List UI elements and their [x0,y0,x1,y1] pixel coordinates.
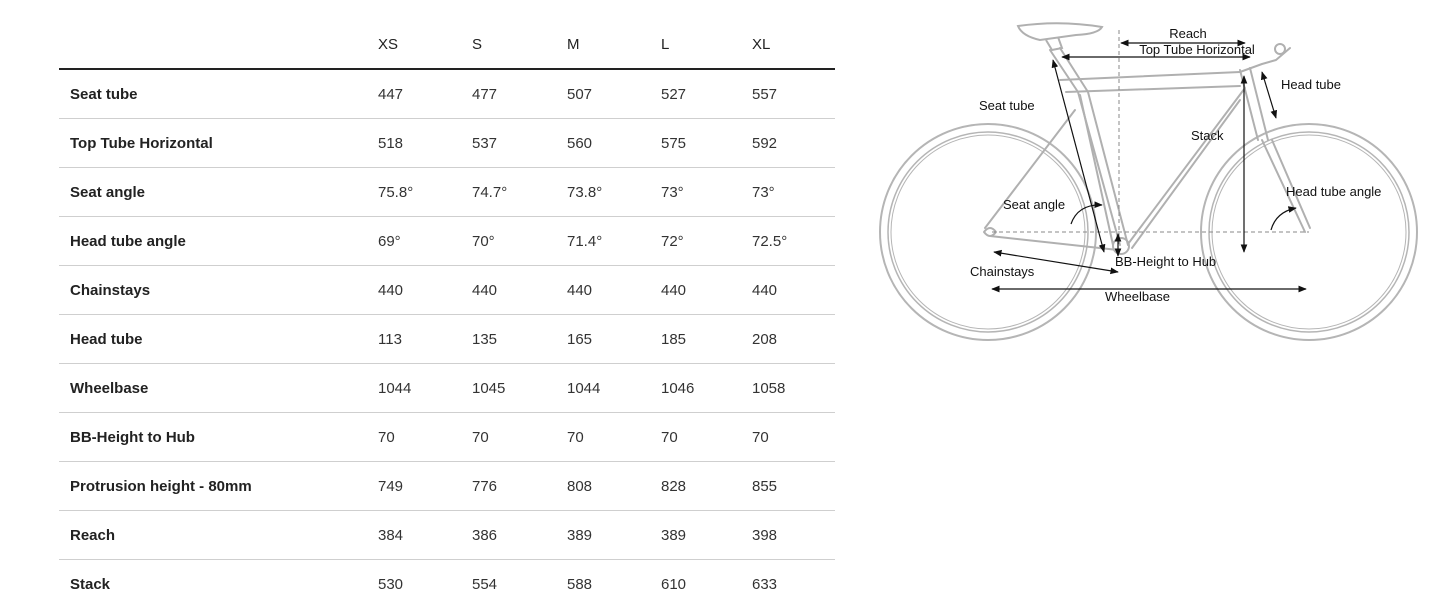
bike-frame-icon [984,44,1310,254]
cell-size-l: 73° [661,168,752,217]
cell-size-xs: 447 [378,69,472,119]
cell-size-l: 70 [661,413,752,462]
row-label: Seat tube [59,69,378,119]
cell-size-s: 74.7° [472,168,567,217]
cell-size-m: 70 [567,413,661,462]
cell-size-m: 73.8° [567,168,661,217]
row-label: Chainstays [59,266,378,315]
cell-size-s: 386 [472,511,567,560]
cell-size-xl: 1058 [752,364,835,413]
cell-size-xl: 208 [752,315,835,364]
cell-size-xs: 69° [378,217,472,266]
cell-size-m: 808 [567,462,661,511]
row-label: Head tube [59,315,378,364]
header-size-l: L [661,20,752,69]
table-row [59,560,835,609]
cell-size-l: 1046 [661,364,752,413]
header-size-m: M [567,20,661,69]
cell-size-l: 389 [661,511,752,560]
header-size-xl: XL [752,20,835,69]
cell-size-l: 440 [661,266,752,315]
cell-size-s: 440 [472,266,567,315]
table-row [59,217,835,266]
row-label: Reach [59,511,378,560]
table-row [59,266,835,315]
cell-size-l: 72° [661,217,752,266]
table-row [59,511,835,560]
label-seat-tube: Seat tube [979,98,1035,113]
cell-size-l: 610 [661,575,687,593]
measurement-arrows [992,43,1306,289]
label-bb-height: BB-Height to Hub [1115,254,1217,269]
table-row [59,119,835,168]
header-size-s: S [472,20,567,69]
cell-size-xs: 113 [378,315,472,364]
cell-size-xl: 70 [752,413,835,462]
cell-size-l: 575 [661,119,752,168]
cell-size-m: 165 [567,315,661,364]
head-tube-angle-arrow [1271,208,1296,230]
cell-size-xs: 749 [378,462,472,511]
cell-size-xs: 75.8° [378,168,472,217]
cell-size-xs: 518 [378,119,472,168]
cell-size-s: 70° [472,217,567,266]
table-row [59,69,835,119]
cell-size-xs: 1044 [378,364,472,413]
table-header-row [59,20,835,69]
cell-size-m: 389 [567,511,661,560]
cell-size-s: 1045 [472,364,567,413]
cell-size-xs: 384 [378,511,472,560]
cell-size-xl: 855 [752,462,835,511]
cell-size-l: 527 [661,69,752,119]
row-label: BB-Height to Hub [59,413,378,462]
cell-size-s: 776 [472,462,567,511]
row-label: Wheelbase [59,364,378,413]
label-top-tube: Top Tube Horizontal [1139,42,1255,57]
cell-size-xl: 633 [752,575,778,593]
table-row [59,462,835,511]
cell-size-s: 554 [472,575,498,593]
label-wheelbase: Wheelbase [1105,289,1171,304]
row-label: Stack [70,575,111,593]
saddle-icon [1018,23,1102,50]
label-head-tube: Head tube [1281,77,1341,92]
cell-size-xl: 72.5° [752,217,835,266]
geometry-table [59,20,835,608]
cell-size-m: 1044 [567,364,661,413]
table-row [59,168,835,217]
cell-size-xs: 70 [378,413,472,462]
label-chainstays: Chainstays [970,264,1035,279]
table-row [59,364,835,413]
row-label: Protrusion height - 80mm [59,462,378,511]
cell-size-s: 477 [472,69,567,119]
head-tube-arrow [1262,72,1276,118]
cell-size-l: 828 [661,462,752,511]
label-reach: Reach [1169,26,1207,41]
cell-size-m: 71.4° [567,217,661,266]
cell-size-xl: 557 [752,69,835,119]
diagram-labels [970,26,1381,304]
row-label: Top Tube Horizontal [59,119,378,168]
bike-geometry-diagram [870,10,1430,355]
table-row [59,315,835,364]
cell-size-xl: 398 [752,511,835,560]
cell-size-l: 185 [661,315,752,364]
cell-size-xs: 440 [378,266,472,315]
cell-size-xs: 530 [378,575,404,593]
header-empty [59,20,378,69]
cell-size-xl: 440 [752,266,835,315]
cell-size-s: 537 [472,119,567,168]
cell-size-xl: 592 [752,119,835,168]
cell-size-s: 135 [472,315,567,364]
row-label: Head tube angle [59,217,378,266]
label-head-tube-angle: Head tube angle [1286,184,1382,199]
table-body [59,69,835,608]
header-size-xs: XS [378,20,472,69]
cell-size-m: 588 [567,575,593,593]
cell-size-s: 70 [472,413,567,462]
label-seat-angle: Seat angle [1003,197,1066,212]
table-row [59,413,835,462]
row-label: Seat angle [59,168,378,217]
cell-size-xl: 73° [752,168,835,217]
label-stack: Stack [1191,128,1224,143]
cell-size-m: 560 [567,119,661,168]
cell-size-m: 507 [567,69,661,119]
cell-size-m: 440 [567,266,661,315]
